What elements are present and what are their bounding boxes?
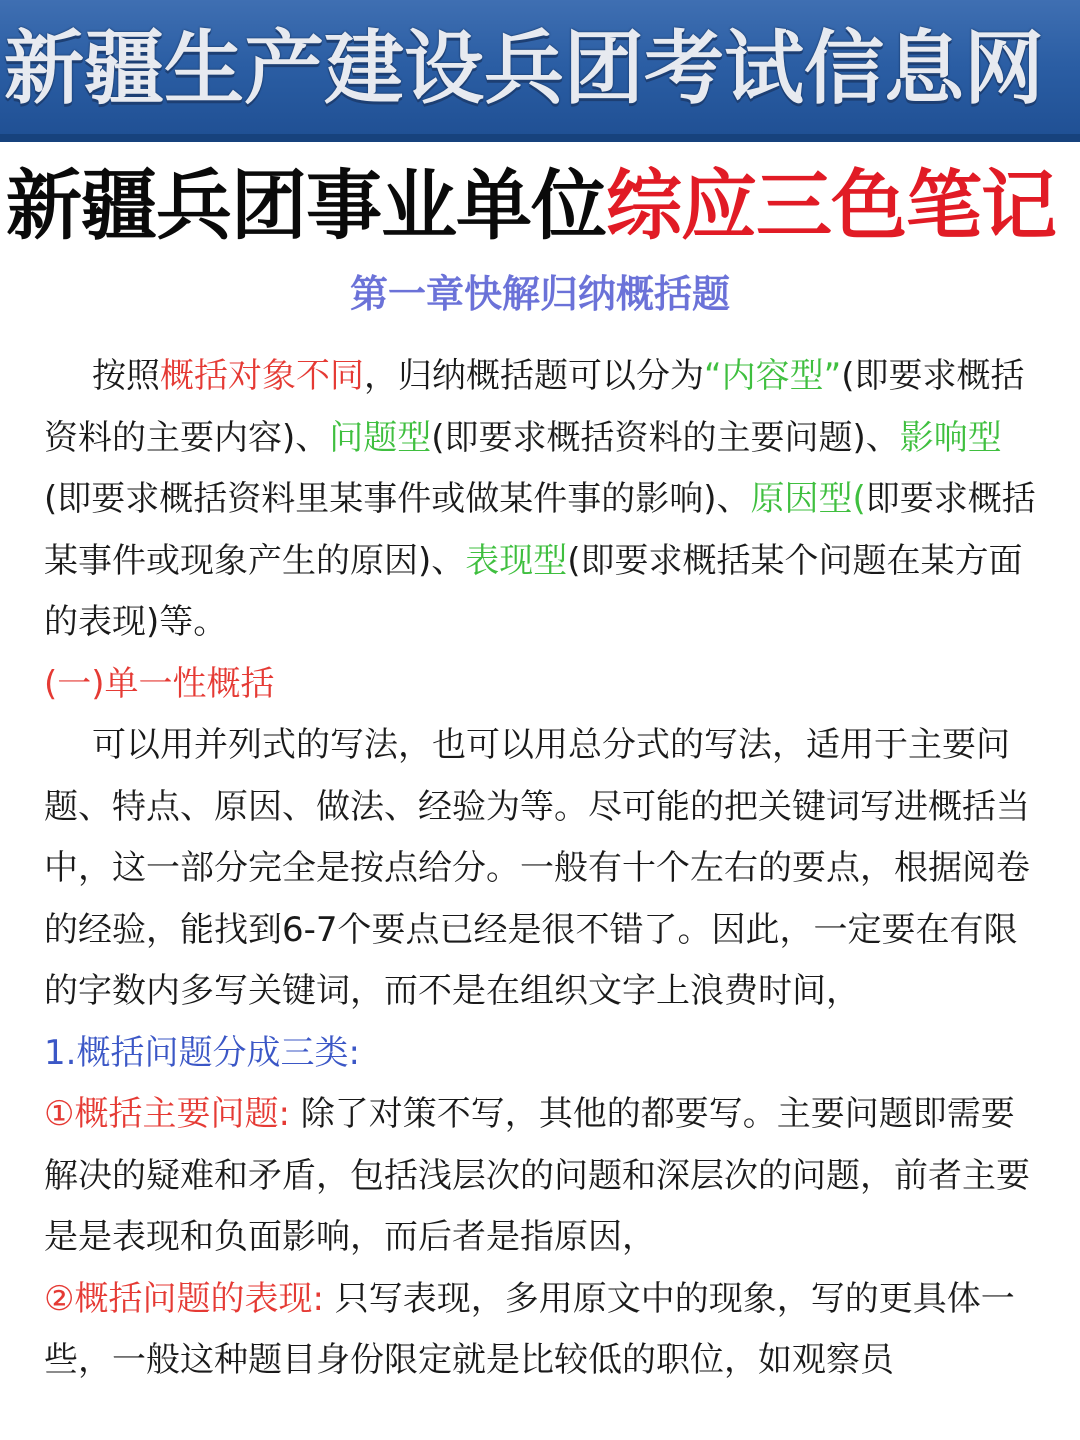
item-problem-manifestation-body: 只写表现，多用原文中的现象，写的更具体一些，一般这种题目身份限定就是比较低的职位，如观察员: [44, 1278, 1015, 1380]
article-body: [44, 346, 1040, 1392]
intro-paragraph: [44, 346, 1040, 654]
type-impact: 影响型: [899, 417, 1002, 458]
intro-text-5: (即要求概括资料里某事件或做某件事的影响)、: [44, 479, 751, 519]
section-heading-single: (一)单一性概括: [44, 663, 275, 704]
chapter-title: 第一章快解归纳概括题: [349, 272, 730, 316]
intro-text-7: (即要求概括某个问题在某方面的表现)等。: [44, 540, 1023, 642]
banner-title: 新疆生产建设兵团考试信息网: [4, 22, 1044, 115]
intro-highlight-object: 概括对象不同: [160, 356, 364, 396]
intro-text-4: (即要求概括资料的主要问题)、: [431, 417, 900, 458]
item-main-problem-body: 除了对策不写，其他的都要写。主要问题即需要解决的疑难和矛盾，包括浅层次的问题和深层次的问题，前者主要是是表现和负面影响，而后者是指原因，: [44, 1094, 1030, 1257]
intro-text-6: 即要求概括某事件或现象产生的原因)、: [44, 479, 1036, 581]
intro-text-2: ，归纳概括题可以分为: [364, 356, 704, 396]
subsection-heading: 1.概括问题分成三类:: [44, 1032, 360, 1073]
type-problem: 问题型: [329, 417, 432, 458]
site-banner: [0, 0, 1080, 142]
intro-text-3: (即要求概括资料的主要内容)、: [44, 356, 1025, 458]
intro-text-1: 按照: [92, 356, 160, 396]
section-body-single: 可以用并列式的写法，也可以用总分式的写法，适用于主要问题、特点、原因、做法、经验为等。尽可能的把关键词写进概括当中，这一部分完全是按点给分。一般有十个左右的要点，根据阅卷的经验，能找到6-7个要点已经是很不错了。因此，一定要在有限的字数内多写关键词，而不是在组织文字上浪费时间，: [44, 725, 1030, 1011]
headline-red: 综应三色笔记: [606, 161, 1056, 250]
type-manifestation: 表现型: [465, 540, 568, 581]
headline: [0, 150, 1080, 262]
type-cause: 原因型(: [750, 479, 866, 519]
item-main-problem: [44, 1084, 1040, 1269]
item-main-problem-label: ①概括主要问题:: [44, 1094, 290, 1134]
headline-black: 新疆兵团事业单位: [6, 161, 606, 250]
type-content: “内容型”: [704, 356, 842, 396]
item-problem-manifestation-label: ②概括问题的表现:: [44, 1278, 324, 1319]
item-problem-manifestation: [44, 1269, 1040, 1392]
